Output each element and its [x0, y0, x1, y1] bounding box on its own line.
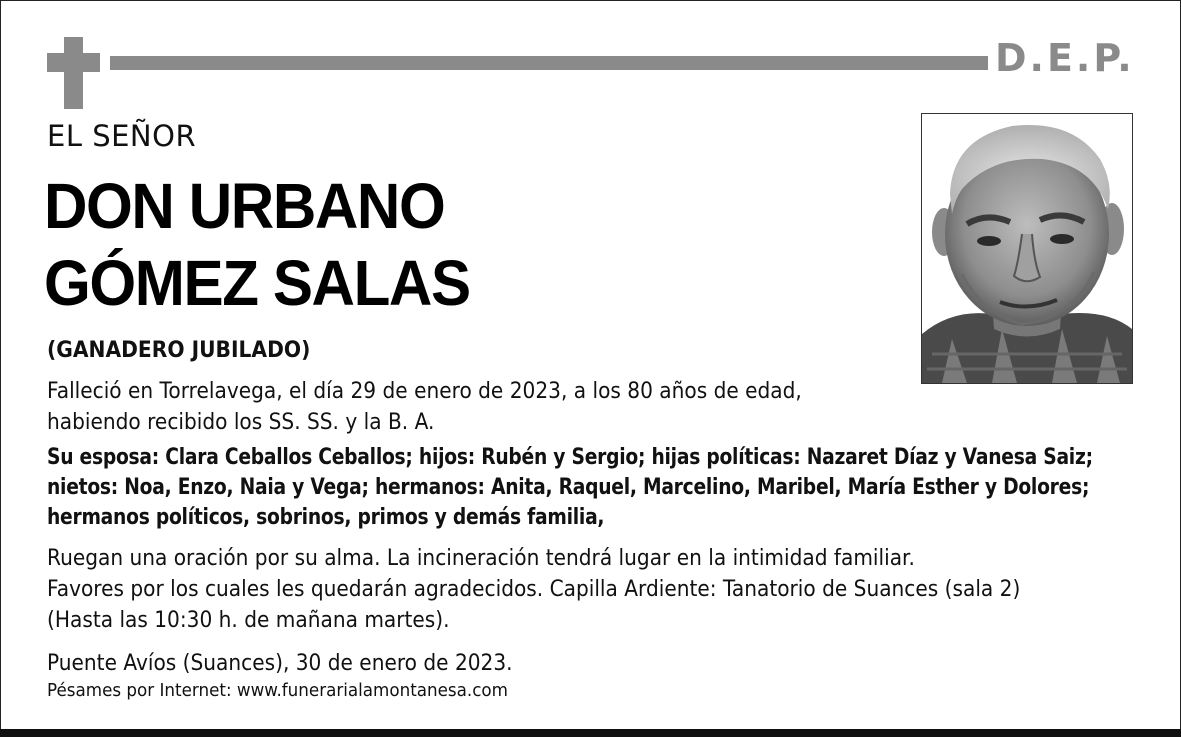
place-date: Puente Avíos (Suances), 30 de enero de 2023.	[47, 651, 513, 676]
portrait-photo	[921, 113, 1133, 384]
dep-heading: D.E.P.	[995, 36, 1135, 80]
family-list	[47, 443, 1093, 533]
service-info	[47, 543, 1020, 636]
header-rule	[110, 56, 988, 70]
deceased-name	[44, 168, 470, 322]
death-notice-line-1: Falleció en Torrelavega, el día 29 de enero de 2023, a los 80 años de edad,	[47, 379, 802, 404]
bottom-border	[0, 729, 1181, 737]
occupation: (GANADERO JUBILADO)	[47, 338, 311, 363]
family-line-2: nietos: Noa, Enzo, Naia y Vega; hermanos: Anita, Raquel, Marcelino, Maribel, María Esther y Dolores;	[47, 475, 1090, 500]
death-notice	[47, 376, 802, 438]
service-line-3: (Hasta las 10:30 h. de mañana martes).	[47, 608, 450, 633]
death-notice-line-2: habiendo recibido los SS. SS. y la B. A.	[47, 410, 435, 435]
name-line-2: GÓMEZ SALAS	[44, 247, 470, 319]
service-line-1: Ruegan una oración por su alma. La incineración tendrá lugar en la intimidad familiar.	[47, 546, 915, 571]
service-line-2: Favores por los cuales les quedarán agradecidos. Capilla Ardiente: Tanatorio de Suances (sala 2)	[47, 577, 1021, 602]
pretitle: EL SEÑOR	[47, 119, 197, 153]
name-line-1: DON URBANO	[44, 170, 445, 242]
condolence-website: Pésames por Internet: www.funerarialamontanesa.com	[47, 680, 508, 701]
family-line-3: hermanos políticos, sobrinos, primos y demás familia,	[47, 505, 605, 530]
family-line-1: Su esposa: Clara Ceballos Ceballos; hijos: Rubén y Sergio; hijas políticas: Nazaret Díaz y Vanesa Saiz;	[47, 445, 1093, 470]
